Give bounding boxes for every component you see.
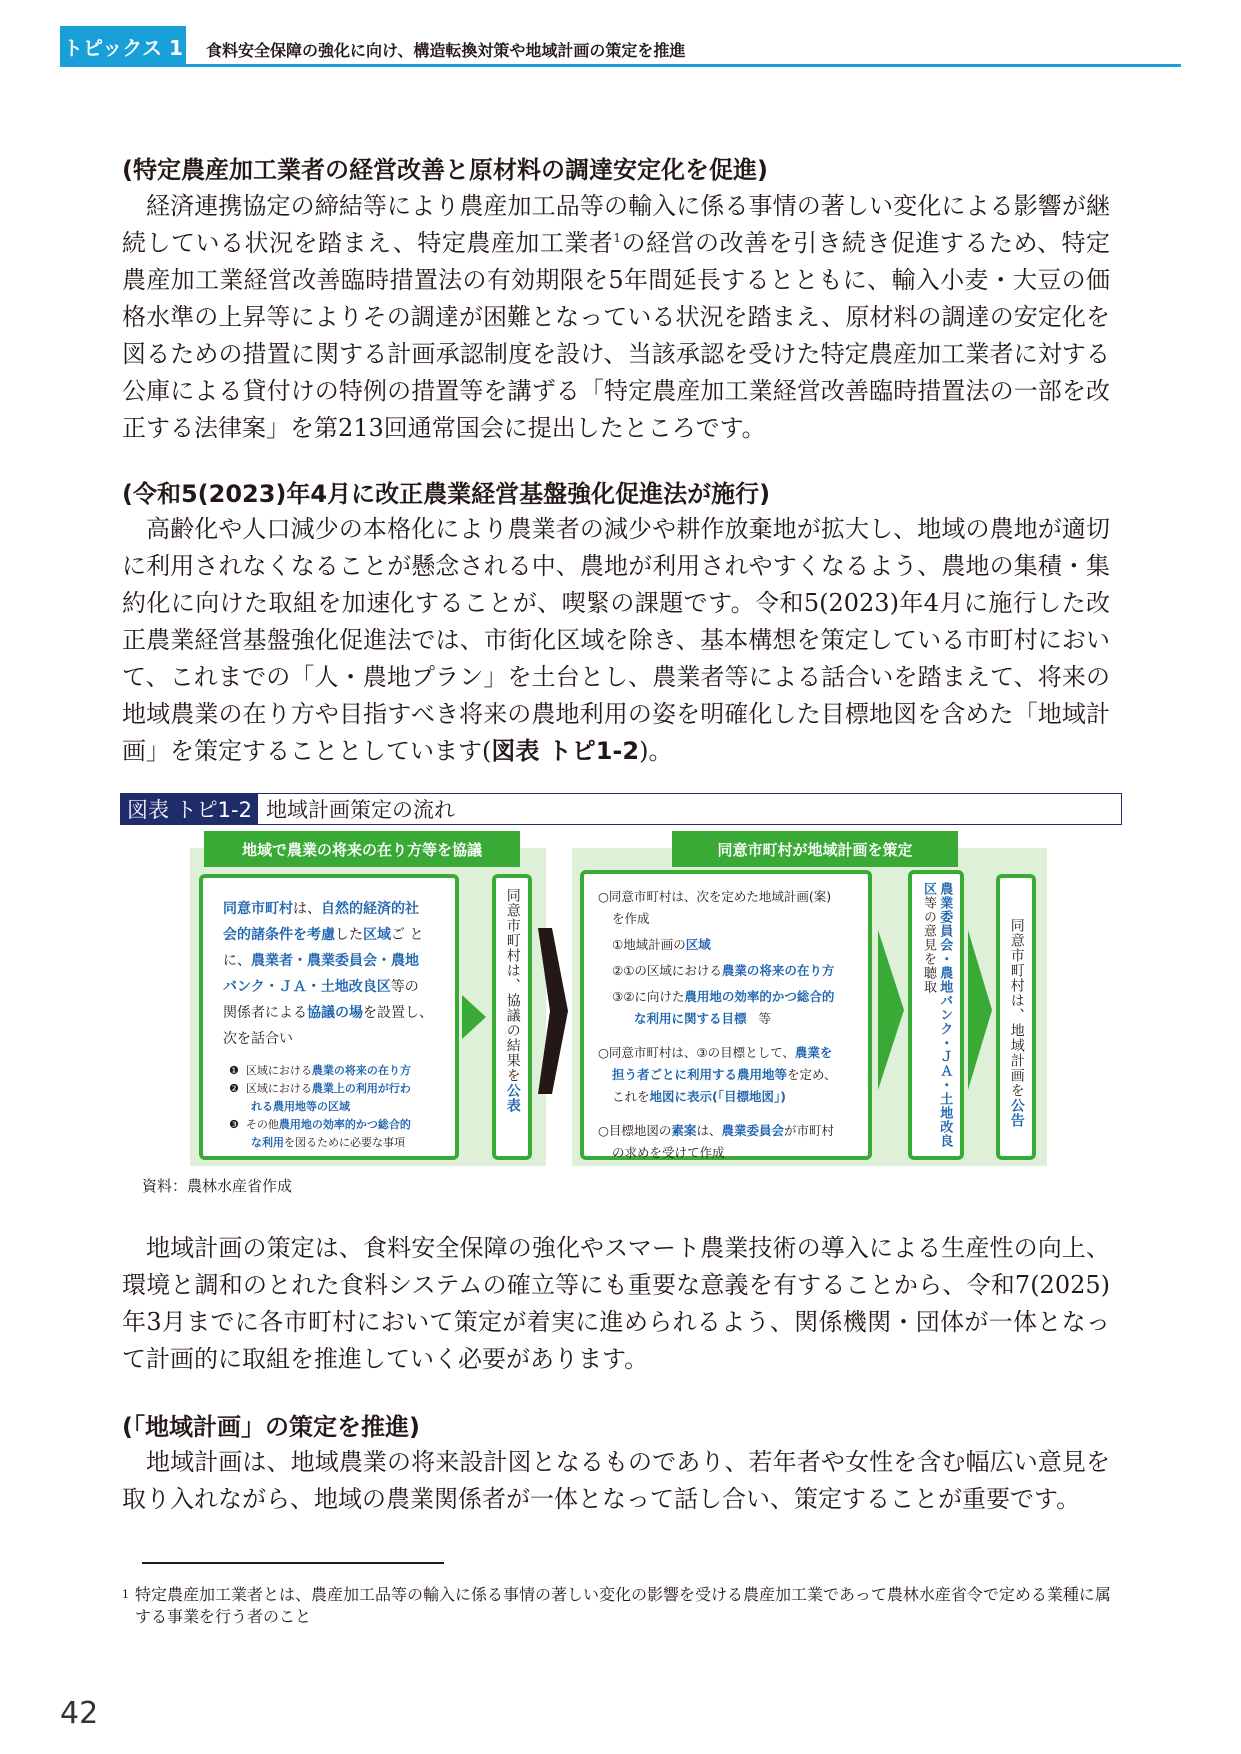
number-mark: ❷: [229, 1082, 239, 1095]
box-text: を図るために必要な事項: [284, 1136, 405, 1149]
box-text: れる農用地等の区域: [251, 1100, 350, 1113]
box-text: は、: [696, 1123, 722, 1138]
hear-opinions-box: [908, 870, 964, 1160]
plan-draft-box: [580, 870, 872, 1160]
box-text: 会的諸条件を考慮: [223, 927, 335, 943]
section-heading-4: (「地域計画」の策定を推進): [122, 1413, 420, 1441]
box-text: ご と: [391, 927, 424, 943]
box-text: ○同意市町村は、次を定めた地域計画(案): [598, 889, 832, 904]
footnote-mark: 1: [122, 1588, 129, 1601]
box-text: 区域: [685, 937, 711, 952]
box-text: を定め、: [787, 1067, 837, 1082]
box-text: 等の: [390, 979, 419, 995]
number-mark: ❸: [229, 1118, 239, 1131]
box-text: 同意市町村: [223, 901, 293, 917]
box-text: な利用に関する目標: [634, 1011, 747, 1026]
figure-title-bar: [120, 793, 1122, 825]
box-text: 農業の将来の在り方: [311, 1064, 411, 1077]
box-text: が市町村: [783, 1123, 834, 1138]
footnote: [122, 1584, 1112, 1628]
figure-reference[interactable]: 図表 トピ1-2: [491, 737, 640, 765]
chevron-right-icon: [878, 930, 906, 1090]
box-text: 公告: [1008, 1098, 1025, 1128]
page-number: 42: [60, 1696, 99, 1731]
box-text: を設置し、: [363, 1005, 433, 1021]
box-text: は、: [293, 901, 321, 917]
box-text: 区域における: [245, 1082, 312, 1095]
body-text: 地域計画の策定は、食料安全保障の強化やスマート農業技術の導入による生産性の向上、環境と調和のとれた食料システムの確立等にも重要な意義を有することから、令和7(2025)年3月までに各市町村において策定が着実に進められるよう、関係機関・団体が一体となって計画的に取組を推進していく必要があります。: [122, 1234, 1110, 1373]
box-text: その他: [245, 1118, 279, 1131]
box-text: 自然的経済的社: [321, 901, 419, 917]
body-text: )。: [639, 737, 673, 765]
big-arrow-right-icon: [538, 928, 570, 1094]
box-text: 区域: [363, 927, 391, 943]
box-text: に、: [223, 953, 251, 969]
footnote-text: 特定農産加工業者とは、農産加工品等の輸入に係る事情の著しい変化の影響を受ける農産加工業であって農林水産省令で定める業種に属する事業を行う者のこと: [135, 1585, 1111, 1626]
box-text: 農用地の効率的かつ総合的: [278, 1118, 411, 1131]
box-text: 農業を: [794, 1045, 833, 1060]
box-text: な利用: [251, 1136, 284, 1149]
topic-tab: トピックス 1: [60, 26, 186, 66]
footnote-rule: [142, 1562, 444, 1564]
box-text: 協議の場: [307, 1005, 363, 1021]
figure-caption: 地域計画策定の流れ: [265, 798, 455, 822]
figure-label: 図表 トピ1-2: [121, 794, 258, 824]
box-text: 同意市町村は、協議の結果を: [504, 888, 521, 1083]
footnote-ref[interactable]: 1: [613, 231, 622, 245]
section-body-2: [122, 511, 1110, 770]
chevron-right-icon: [968, 930, 994, 1090]
box-text: 農業委員会・農地バンク・ＪＡ・土地改良区: [921, 882, 953, 1148]
arrow-right-icon: [462, 995, 490, 1039]
box-text: ③②に向けた: [612, 989, 685, 1004]
number-mark: ❶: [229, 1064, 239, 1077]
header-title: 食料安全保障の強化に向け、構造転換対策や地域計画の策定を推進: [206, 41, 686, 60]
box-text: 等: [758, 1011, 771, 1026]
section-body-1: [122, 188, 1110, 447]
left-phase-pill: 地域で農業の将来の在り方等を協議: [204, 831, 520, 867]
box-text: 農業委員会: [721, 1123, 784, 1138]
box-text: 同意市町村は、地域計画を: [1008, 918, 1025, 1098]
page-header: [0, 0, 1241, 72]
announce-plan-box: [996, 874, 1036, 1160]
box-text: ②①の区域における: [612, 963, 722, 978]
box-text: した: [335, 927, 363, 943]
section-body-4: [122, 1444, 1110, 1518]
box-text: ○同意市町村は、③の目標として、: [598, 1045, 795, 1060]
box-text: 農業の将来の在り方: [721, 963, 835, 978]
box-text: を作成: [612, 911, 650, 926]
body-text: 経済連携協定の締結等により農産加工品等の輸入に係る事情の著しい変化による影響が継続している状況を踏まえ、特定農産加工業者: [122, 192, 1110, 257]
box-text: ○目標地図の: [598, 1123, 672, 1138]
consultation-box: [199, 874, 459, 1160]
figure-source: 資料：農林水産省作成: [142, 1177, 293, 1195]
body-text: 地域計画は、地域農業の将来設計図となるものであり、若年者や女性を含む幅広い意見を取り入れながら、地域の農業関係者が一体となって話し合い、策定することが重要です。: [122, 1448, 1110, 1513]
box-text: 素案: [671, 1123, 697, 1138]
section-body-3: [122, 1230, 1110, 1378]
right-phase-pill: 同意市町村が地域計画を策定: [672, 831, 958, 867]
box-text: 関係者による: [223, 1005, 307, 1021]
box-text: 次を話合い: [223, 1031, 293, 1047]
publish-result-box: [492, 874, 532, 1160]
box-text: 等の意見を聴取: [921, 896, 936, 994]
box-text: 公表: [504, 1083, 521, 1113]
body-text: の経営の改善を引き続き促進するため、特定農産加工業経営改善臨時措置法の有効期限を5年間延長するとともに、輸入小麦・大豆の価格水準の上昇等によりその調達が困難となっている状況を踏まえ、原材料の調達の安定化を図るための措置に関する計画承認制度を設け、当該承認を受けた特定農産加工業者に対する公庫による貸付けの特例の措置等を講ずる「特定農産加工業経営改善臨時措置法の一部を改正する法律案」を第213回通常国会に提出したところです。: [122, 229, 1110, 442]
box-text: 区域における: [245, 1064, 312, 1077]
box-text: これを: [612, 1089, 650, 1104]
box-text: の求めを受けて作成: [612, 1145, 725, 1160]
box-text: 農用地の効率的かつ総合的: [684, 989, 835, 1004]
header-rule: [60, 64, 1181, 67]
box-text: 農業上の利用が行わ: [311, 1082, 411, 1095]
section-heading-2: (令和5(2023)年4月に改正農業経営基盤強化促進法が施行): [122, 480, 771, 508]
box-text: ①地域計画の: [612, 937, 686, 952]
box-text: 担う者ごとに利用する農用地等: [612, 1067, 788, 1082]
section-heading-1: (特定農産加工業者の経営改善と原材料の調達安定化を促進): [122, 156, 768, 184]
body-text: 高齢化や人口減少の本格化により農業者の減少や耕作放棄地が拡大し、地域の農地が適切に利用されなくなることが懸念される中、農地が利用されやすくなるよう、農地の集積・集約化に向けた取組を加速化することが、喫緊の課題です。令和5(2023)年4月に施行した改正農業経営基盤強化促進法では、市街化区域を除き、基本構想を策定している市町村において、これまでの「人・農地プラン」を土台とし、農業者等による話合いを踏まえて、将来の地域農業の在り方や目指すべき将来の農地利用の姿を明確化した目標地図を含めた「地域計画」を策定することとしています(: [122, 515, 1110, 765]
box-text: 農業者・農業委員会・農地: [251, 953, 419, 969]
box-text: 地図に表示(「目標地図」): [649, 1089, 786, 1104]
box-text: バンク・ＪＡ・土地改良区: [223, 979, 391, 995]
